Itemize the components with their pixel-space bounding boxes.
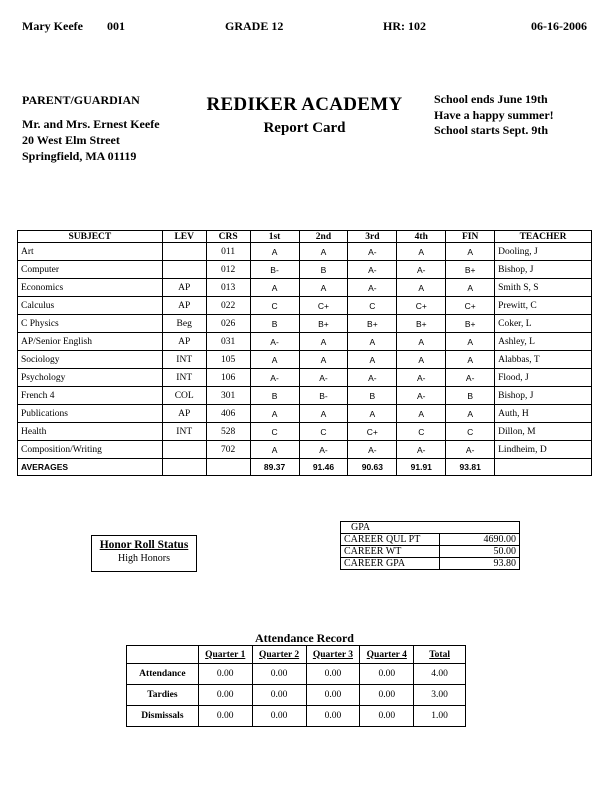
- grade-q2-cell: B-: [299, 387, 348, 405]
- subject-cell: Health: [18, 423, 163, 441]
- school-notes: [434, 92, 554, 139]
- grade-q4-cell: A: [397, 333, 446, 351]
- grade-q2-cell: A: [299, 405, 348, 423]
- teacher-cell: Auth, H: [495, 405, 592, 423]
- attendance-title: Attendance Record: [255, 631, 354, 645]
- attendance-value: 0.00: [306, 664, 360, 685]
- level-cell: AP: [162, 279, 206, 297]
- gpa-row: [341, 546, 520, 558]
- honor-roll-title: Honor Roll Status: [99, 539, 189, 551]
- column-header: Quarter 1: [198, 646, 252, 664]
- attendance-row-label: Attendance: [127, 664, 199, 685]
- grade-q4-cell: A: [397, 351, 446, 369]
- grade-q1-cell: A: [250, 441, 299, 459]
- attendance-row-label: Tardies: [127, 685, 199, 706]
- report-date: 06-16-2006: [531, 19, 587, 33]
- course-cell: 013: [206, 279, 250, 297]
- level-cell: AP: [162, 405, 206, 423]
- attendance-value: 0.00: [198, 706, 252, 727]
- grade-final-cell: A-: [446, 441, 495, 459]
- grade-row: [18, 261, 592, 279]
- grade-row: [18, 351, 592, 369]
- level-cell: [162, 441, 206, 459]
- grade-q2-cell: B+: [299, 315, 348, 333]
- grade-final-cell: A: [446, 243, 495, 261]
- course-cell: 105: [206, 351, 250, 369]
- attendance-value: 0.00: [360, 685, 414, 706]
- course-cell: 026: [206, 315, 250, 333]
- grade-row: [18, 333, 592, 351]
- grade-q3-cell: A-: [348, 279, 397, 297]
- grade-final-cell: A: [446, 333, 495, 351]
- level-cell: INT: [162, 369, 206, 387]
- grade-q2-cell: C: [299, 423, 348, 441]
- average-final: 93.81: [446, 459, 495, 476]
- grade-row: [18, 279, 592, 297]
- attendance-value: 3.00: [414, 685, 466, 706]
- grades-table: [17, 230, 592, 476]
- gpa-title: GPA: [341, 522, 520, 534]
- grade-q3-cell: C+: [348, 423, 397, 441]
- grade-row: [18, 297, 592, 315]
- grade-q3-cell: A-: [348, 369, 397, 387]
- subject-cell: French 4: [18, 387, 163, 405]
- column-header: Quarter 3: [306, 646, 360, 664]
- level-cell: AP: [162, 333, 206, 351]
- grade-q2-cell: A: [299, 243, 348, 261]
- grade-row: [18, 243, 592, 261]
- teacher-cell: Smith S, S: [495, 279, 592, 297]
- subject-cell: C Physics: [18, 315, 163, 333]
- grade-q1-cell: A-: [250, 333, 299, 351]
- course-cell: 301: [206, 387, 250, 405]
- grade-q4-cell: A-: [397, 261, 446, 279]
- level-cell: INT: [162, 351, 206, 369]
- homeroom: HR: 102: [383, 19, 426, 33]
- grade-q1-cell: A: [250, 279, 299, 297]
- grade-q2-cell: A: [299, 351, 348, 369]
- address-city: Springfield, MA 01119: [22, 149, 137, 163]
- grade-q4-cell: A: [397, 405, 446, 423]
- course-cell: 022: [206, 297, 250, 315]
- note-line: Have a happy summer!: [434, 107, 554, 122]
- average-q2: 91.46: [299, 459, 348, 476]
- column-header: 2nd: [299, 231, 348, 243]
- grade-final-cell: A: [446, 351, 495, 369]
- averages-row: [18, 459, 592, 476]
- teacher-cell: Alabbas, T: [495, 351, 592, 369]
- attendance-value: 0.00: [360, 664, 414, 685]
- average-q4: 91.91: [397, 459, 446, 476]
- gpa-label: CAREER QUL PT: [341, 534, 440, 546]
- grade-final-cell: A-: [446, 369, 495, 387]
- column-header: LEV: [162, 231, 206, 243]
- course-cell: 011: [206, 243, 250, 261]
- attendance-row: [127, 685, 466, 706]
- column-header: 3rd: [348, 231, 397, 243]
- honor-roll-box: [91, 535, 197, 572]
- gpa-table: [340, 521, 520, 570]
- teacher-cell: Ashley, L: [495, 333, 592, 351]
- grade-q4-cell: A: [397, 279, 446, 297]
- column-header: 1st: [250, 231, 299, 243]
- course-cell: 106: [206, 369, 250, 387]
- grade-row: [18, 405, 592, 423]
- attendance-row-label: Dismissals: [127, 706, 199, 727]
- student-name: Mary Keefe: [22, 19, 83, 33]
- course-cell: 012: [206, 261, 250, 279]
- subject-cell: Art: [18, 243, 163, 261]
- gpa-value: 93.80: [440, 558, 520, 570]
- grade-final-cell: B: [446, 387, 495, 405]
- column-header: 4th: [397, 231, 446, 243]
- grade-final-cell: B+: [446, 261, 495, 279]
- course-cell: 702: [206, 441, 250, 459]
- school-name: REDIKER ACADEMY: [206, 94, 403, 115]
- grade-row: [18, 369, 592, 387]
- column-header: Total: [414, 646, 466, 664]
- averages-label: AVERAGES: [18, 459, 163, 476]
- grade-q4-cell: C: [397, 423, 446, 441]
- grade-row: [18, 387, 592, 405]
- level-cell: COL: [162, 387, 206, 405]
- attendance-value: 0.00: [252, 706, 306, 727]
- grade-q1-cell: C: [250, 423, 299, 441]
- grade-q2-cell: A-: [299, 369, 348, 387]
- attendance-value: 0.00: [198, 664, 252, 685]
- grade-q3-cell: A-: [348, 441, 397, 459]
- attendance-table: [126, 645, 466, 727]
- grade-q1-cell: C: [250, 297, 299, 315]
- grade-q3-cell: A: [348, 333, 397, 351]
- level-cell: [162, 261, 206, 279]
- grade-final-cell: A: [446, 279, 495, 297]
- subject-cell: Computer: [18, 261, 163, 279]
- honor-roll-status: High Honors: [118, 553, 170, 564]
- attendance-value: 1.00: [414, 706, 466, 727]
- column-header: FIN: [446, 231, 495, 243]
- grade-q4-cell: A: [397, 243, 446, 261]
- document-title: Report Card: [263, 120, 346, 136]
- grades-header-row: [18, 231, 592, 243]
- note-line: School ends June 19th: [434, 92, 548, 106]
- grade-row: [18, 423, 592, 441]
- gpa-value: 4690.00: [440, 534, 520, 546]
- grade-final-cell: C: [446, 423, 495, 441]
- grade-q4-cell: A-: [397, 441, 446, 459]
- address-name: Mr. and Mrs. Ernest Keefe: [22, 117, 160, 131]
- grade-q3-cell: A: [348, 351, 397, 369]
- gpa-row: [341, 558, 520, 570]
- teacher-cell: Flood, J: [495, 369, 592, 387]
- grade-q1-cell: A: [250, 405, 299, 423]
- grade-row: [18, 441, 592, 459]
- grade-q3-cell: B: [348, 387, 397, 405]
- subject-cell: Sociology: [18, 351, 163, 369]
- note-line: School starts Sept. 9th: [434, 123, 549, 137]
- grade-q2-cell: C+: [299, 297, 348, 315]
- grade-q2-cell: A-: [299, 441, 348, 459]
- column-header: Quarter 2: [252, 646, 306, 664]
- subject-cell: Calculus: [18, 297, 163, 315]
- column-header: CRS: [206, 231, 250, 243]
- teacher-cell: Dooling, J: [495, 243, 592, 261]
- level-cell: INT: [162, 423, 206, 441]
- grade-q2-cell: A: [299, 279, 348, 297]
- attendance-value: 4.00: [414, 664, 466, 685]
- course-cell: 528: [206, 423, 250, 441]
- grade-final-cell: C+: [446, 297, 495, 315]
- grade-q3-cell: B+: [348, 315, 397, 333]
- grade-level: GRADE 12: [225, 19, 284, 33]
- attendance-header-row: [127, 646, 466, 664]
- student-id: 001: [107, 19, 125, 33]
- gpa-title-row: [341, 522, 520, 534]
- level-cell: [162, 243, 206, 261]
- gpa-row: [341, 534, 520, 546]
- gpa-label: CAREER WT: [341, 546, 440, 558]
- gpa-label: CAREER GPA: [341, 558, 440, 570]
- level-cell: AP: [162, 297, 206, 315]
- attendance-row: [127, 664, 466, 685]
- teacher-cell: Bishop, J: [495, 261, 592, 279]
- grade-q4-cell: C+: [397, 297, 446, 315]
- attendance-value: 0.00: [306, 706, 360, 727]
- attendance-row: [127, 706, 466, 727]
- grade-q1-cell: B: [250, 315, 299, 333]
- teacher-cell: Bishop, J: [495, 387, 592, 405]
- address-street: 20 West Elm Street: [22, 133, 120, 147]
- grade-q2-cell: B: [299, 261, 348, 279]
- grade-row: [18, 315, 592, 333]
- grade-q1-cell: A-: [250, 369, 299, 387]
- teacher-cell: Dillon, M: [495, 423, 592, 441]
- grade-final-cell: B+: [446, 315, 495, 333]
- grade-q1-cell: B-: [250, 261, 299, 279]
- subject-cell: Publications: [18, 405, 163, 423]
- address-label: PARENT/GUARDIAN: [22, 93, 140, 107]
- level-cell: Beg: [162, 315, 206, 333]
- course-cell: 031: [206, 333, 250, 351]
- column-header: TEACHER: [495, 231, 592, 243]
- column-header: SUBJECT: [18, 231, 163, 243]
- average-q1: 89.37: [250, 459, 299, 476]
- grade-q3-cell: A-: [348, 243, 397, 261]
- course-cell: 406: [206, 405, 250, 423]
- grade-q1-cell: A: [250, 351, 299, 369]
- grade-q1-cell: A: [250, 243, 299, 261]
- grade-q1-cell: B: [250, 387, 299, 405]
- grade-q3-cell: C: [348, 297, 397, 315]
- teacher-cell: Coker, L: [495, 315, 592, 333]
- column-header: Quarter 4: [360, 646, 414, 664]
- attendance-value: 0.00: [198, 685, 252, 706]
- gpa-value: 50.00: [440, 546, 520, 558]
- subject-cell: Economics: [18, 279, 163, 297]
- attendance-value: 0.00: [252, 685, 306, 706]
- attendance-value: 0.00: [306, 685, 360, 706]
- attendance-value: 0.00: [360, 706, 414, 727]
- grade-q2-cell: A: [299, 333, 348, 351]
- grade-q3-cell: A-: [348, 261, 397, 279]
- grade-q4-cell: B+: [397, 315, 446, 333]
- attendance-value: 0.00: [252, 664, 306, 685]
- grade-q4-cell: A-: [397, 369, 446, 387]
- grade-final-cell: A: [446, 405, 495, 423]
- subject-cell: AP/Senior English: [18, 333, 163, 351]
- average-q3: 90.63: [348, 459, 397, 476]
- subject-cell: Psychology: [18, 369, 163, 387]
- grade-q3-cell: A: [348, 405, 397, 423]
- subject-cell: Composition/Writing: [18, 441, 163, 459]
- teacher-cell: Prewitt, C: [495, 297, 592, 315]
- grade-q4-cell: A-: [397, 387, 446, 405]
- teacher-cell: Lindheim, D: [495, 441, 592, 459]
